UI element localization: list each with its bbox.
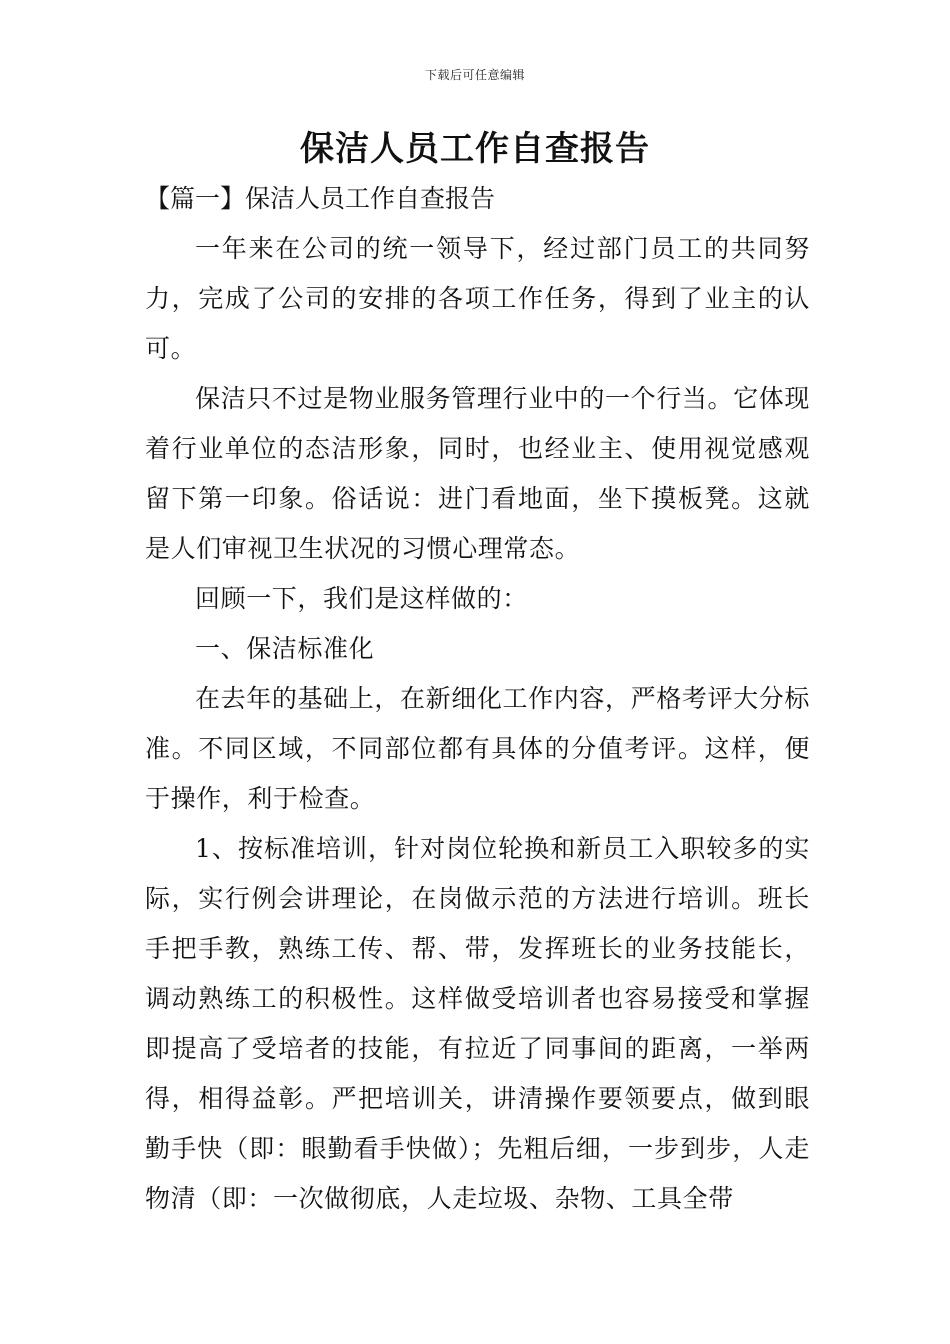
paragraph-standards: 在去年的基础上，在新细化工作内容，严格考评大分标准。不同区域，不同部位都有具体的分值考评。这样，便于操作，利于检查。 xyxy=(145,684,810,813)
subheading-standardization: 一、保洁标准化 xyxy=(195,634,375,663)
paragraph-training: 1、按标准培训，针对岗位轮换和新员工入职较多的实际，实行例会讲理论，在岗做示范的方法进行培训。班长手把手教，熟练工传、帮、带，发挥班长的业务技能长，调动熟练工的积极性。这样做受培训者也容易接受和掌握即提高了受培者的技能，有拉近了同事间的距离，一举两得，相得益彰。严把培训关，讲清操作要领要点，做到眼勤手快（即：眼勤看手快做）；先粗后细，一步到步，人走物清（即：一次做彻底，人走垃圾、杂物、工具全带 xyxy=(145,834,810,1213)
document-body xyxy=(145,174,810,1224)
paragraph-cleaning-image: 保洁只不过是物业服务管理行业中的一个行当。它体现着行业单位的态洁形象，同时，也经业主、使用视觉感观留下第一印象。俗话说：进门看地面，坐下摸板凳。这就是人们审视卫生状况的习惯心理常态。 xyxy=(145,384,810,563)
header-note: 下载后可任意编辑 xyxy=(424,68,525,82)
document-title: 保洁人员工作自查报告 xyxy=(300,129,650,169)
paragraph-intro: 一年来在公司的统一领导下，经过部门员工的共同努力，完成了公司的安排的各项工作任务，得到了业主的认可。 xyxy=(145,234,810,363)
section-heading: 【篇一】保洁人员工作自查报告 xyxy=(145,184,496,213)
paragraph-review: 回顾一下，我们是这样做的： xyxy=(195,584,528,613)
